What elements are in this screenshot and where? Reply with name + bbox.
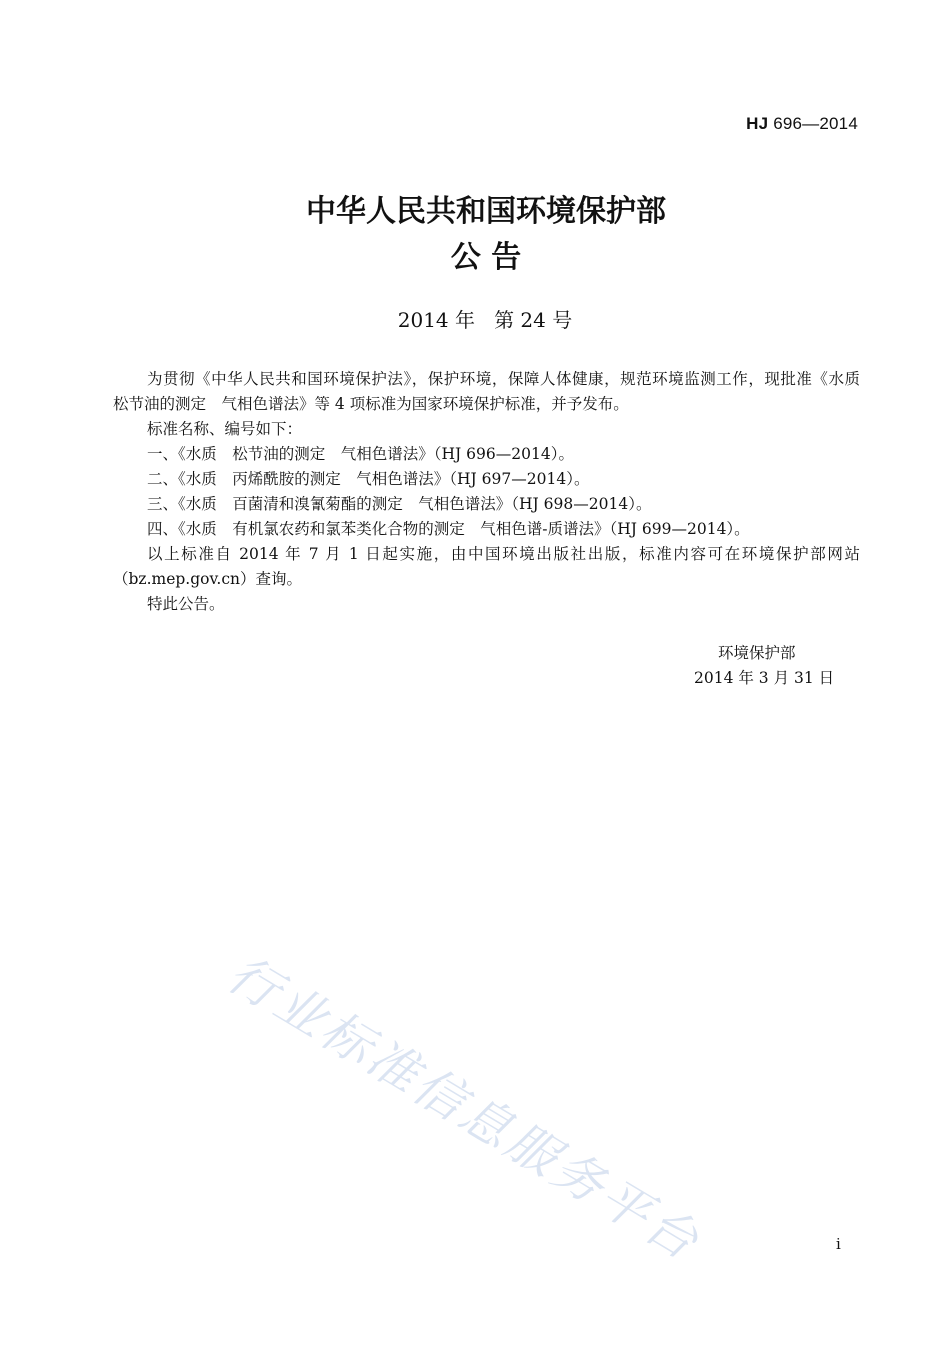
standard-number: 696—2014 — [773, 114, 858, 133]
announcement-title: 公 告 — [450, 240, 522, 275]
announcement-body — [113, 367, 876, 617]
announcement-number: 2014 年 第 24 号 — [397, 308, 573, 332]
signature-block — [690, 641, 850, 691]
body-paragraph: 为贯彻《中华人民共和国环境保护法》，保护环境，保障人体健康，规范环境监测工作，现批准《水质 松节油的测定 气相色谱法》等 4 项标准为国家环境保护标准，并予发布。 — [113, 370, 876, 413]
signing-date: 2014 年 3 月 31 日 — [694, 669, 835, 687]
body-paragraph: 标准名称、编号如下： — [147, 420, 303, 438]
standard-list-item: 三、《水质 百菌清和溴氰菊酯的测定 气相色谱法》（HJ 698—2014）。 — [147, 495, 652, 513]
page-number: i — [836, 1235, 841, 1253]
standard-list-item: 二、《水质 丙烯酰胺的测定 气相色谱法》（HJ 697—2014）。 — [147, 470, 590, 488]
body-paragraph: 以上标准自 2014 年 7 月 1 日起实施，由中国环境出版社出版，标准内容可在环境保护部网站（bz.mep.gov.cn）查询。 — [113, 545, 860, 588]
watermark: 行业标准信息服务平台 — [218, 944, 711, 1273]
signing-organization: 环境保护部 — [718, 644, 796, 662]
standard-list-item: 四、《水质 有机氯农药和氯苯类化合物的测定 气相色谱-质谱法》（HJ 699—2014）。 — [147, 520, 750, 538]
closing-line: 特此公告。 — [147, 595, 225, 613]
standard-prefix: HJ — [746, 114, 769, 133]
standard-code — [746, 114, 858, 134]
standard-list-item: 一、《水质 松节油的测定 气相色谱法》（HJ 696—2014）。 — [147, 445, 574, 463]
issuing-authority-title: 中华人民共和国环境保护部 — [306, 194, 666, 229]
